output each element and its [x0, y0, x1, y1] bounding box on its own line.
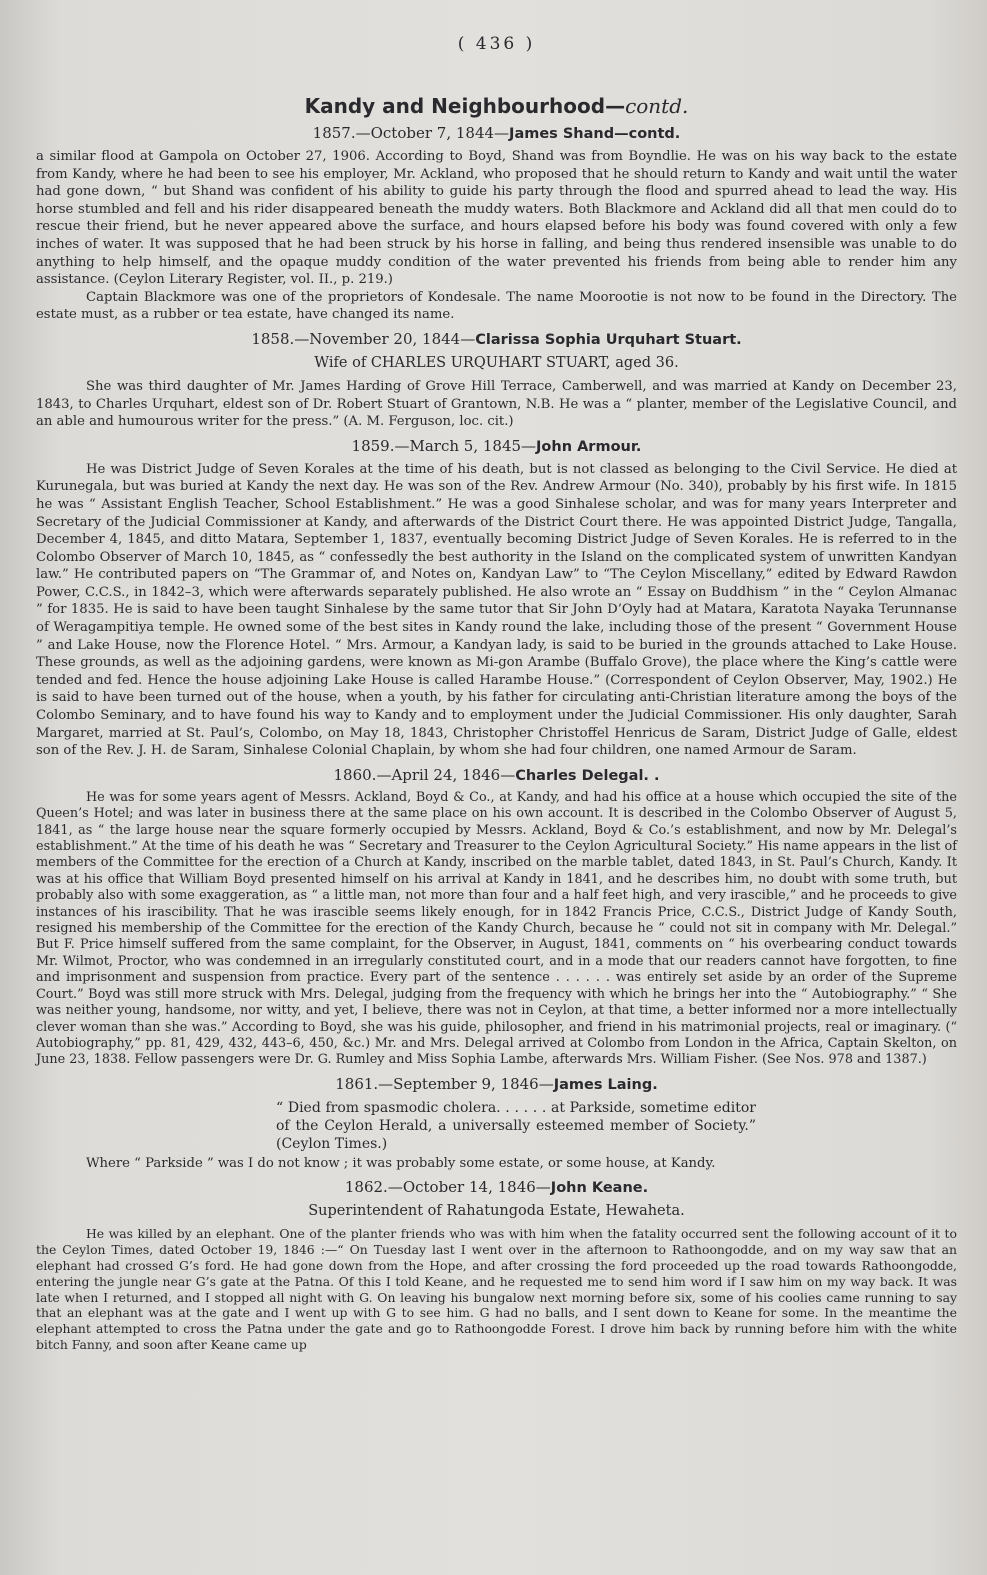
page-number: ( 436 )	[457, 34, 536, 54]
entry-heading-1857	[36, 124, 957, 144]
entry-heading-name: John Armour.	[536, 438, 642, 455]
entry-heading-name: James Shand—contd.	[509, 126, 681, 142]
entry-heading-prefix: 1858.—November 20, 1844—	[251, 329, 476, 348]
entry-sub-heading: Superintendent of Rahatungoda Estate, Hewaheta.	[308, 1203, 685, 1220]
entry-paragraph: Captain Blackmore was one of the proprietors of Kondesale. The name Moorootie is not now to be found in the Directory. The estate must, as a rubber or tea estate, have changed its name.	[36, 289, 957, 323]
entry-heading-name: Clarissa Sophia Urquhart Stuart.	[475, 331, 742, 348]
entry-sub-heading: Wife of CHARLES URQUHART STUART, aged 36.	[314, 354, 679, 371]
page-title-contd: contd.	[625, 94, 689, 118]
entry-paragraph: She was third daughter of Mr. James Harding of Grove Hill Terrace, Camberwell, and was married at Kandy on December 23, 1843, to Charles Urquhart, eldest son of Dr. Robert Stuart of Grantown, N.B. He was a “ planter, member of the Legislative Council, and an able and humourous writer for the press.” (A. M. Ferguson, loc. cit.)	[36, 378, 957, 430]
entry-heading-prefix: 1859.—March 5, 1845—	[351, 436, 537, 455]
page-title	[36, 94, 957, 118]
entry-heading-1858	[36, 330, 957, 350]
entry-paragraph: He was District Judge of Seven Korales at the time of his death, but is not classed as belonging to the Civil Service. He died at Kurunegala, but was buried at Kandy the next day. He was son of the Rev. Andrew Armour (No. 340), probably by his first wife. In 1815 he was “ Assistant English Teacher, School Establishment.” He was a good Sinhalese scholar, and was for many years Interpreter and Secretary of the Judicial Commissioner at Kandy, and afterwards of the District Court there. He was appointed District Judge, Tangalla, December 4, 1845, and ditto Matara, September 1, 1837, eventually becoming District Judge of Seven Korales. He is referred to in the Colombo Observer of March 10, 1845, as “ confessedly the best authority in the Island on the complicated system of unwritten Kandyan law.” He contributed papers on “The Grammar of, and Notes on, Kandyan Law” to “The Ceylon Miscellany,” edited by Edward Rawdon Power, C.C.S., in 1842–3, which were afterwards separately published. He also wrote an “ Essay on Buddhism ” in the “ Ceylon Almanac ” for 1835. He is said to have been taught Sinhalese by the same tutor that Sir John D’Oyly had at Matara, Karatota Nayaka Terunnanse of Weragampitiya temple. He owned some of the best sites in Kandy round the lake, including those of the present “ Government House ” and Lake House, now the Florence Hotel. “ Mrs. Armour, a Kandyan lady, is said to be buried in the grounds attached to Lake House. These grounds, as well as the adjoining gardens, were known as Mi-gon Arambe (Buffalo Grove), the place where the King’s cattle were tended and fed. Hence the house adjoining Lake House is called Harambe House.” (Correspondent of Ceylon Observer, May, 1902.) He is said to have been turned out of the house, when a youth, by his father for circulating anti-Christian literature among the boys of the Colombo Seminary, and to have found his way to Kandy and to employment under the Judicial Commissioner. His only daughter, Sarah Margaret, married at St. Paul’s, Colombo, on May 18, 1843, Christopher Christoffel Henricus de Saram, District Judge of Galle, eldest son of the Rev. J. H. de Saram, Sinhalese Colonial Chaplain, by whom she had four children, one named Armour de Saram.	[36, 461, 957, 759]
page-title-main: Kandy and Neighbourhood—	[304, 94, 626, 118]
entry-heading-prefix: 1860.—April 24, 1846—	[333, 765, 516, 784]
entry-heading-prefix: 1861.—September 9, 1846—	[335, 1074, 554, 1093]
entry-heading-name: James Laing.	[553, 1076, 658, 1093]
entry-heading-1861	[36, 1075, 957, 1095]
entry-heading-prefix: 1862.—October 14, 1846—	[344, 1178, 551, 1197]
entry-paragraph: He was for some years agent of Messrs. Ackland, Boyd & Co., at Kandy, and had his office at a house which occupied the site of the Queen’s Hotel; and was later in business there at the same place on his own account. It is described in the Colombo Observer of August 5, 1841, as “ the large house near the square formerly occupied by Messrs. Ackland, Boyd & Co.’s establishment, and now by Mr. Delegal’s establishment.” At the time of his death he was “ Secretary and Treasurer to the Ceylon Agricultural Society.” His name appears in the list of members of the Committee for the erection of a Church at Kandy, inscribed on the marble tablet, dated 1843, in St. Paul’s Church, Kandy. It was at his office that William Boyd presented himself on his arrival at Kandy in 1841, and he describes him, no doubt with some truth, but probably also with some exaggeration, as “ a little man, not more than four and a half feet high, and very irascible,” and he proceeds to give instances of his irascibility. That he was irascible seems likely enough, for in 1842 Francis Price, C.C.S., District Judge of Kandy South, resigned his membership of the Committee for the erection of the Kandy Church, because he “ could not sit in company with Mr. Delegal.” But F. Price himself suffered from the same complaint, for the Observer, in August, 1841, comments on “ his overbearing conduct towards Mr. Wilmot, Proctor, who was condemned in an irregularly constituted court, and in a mode that our readers cannot have forgotten, to fine and imprisonment and suspension from practice. Every part of the sentence . . . . . . was entirely set aside by an order of the Supreme Court.” Boyd was still more struck with Mrs. Delegal, judging from the frequency with which he brings her into the “ Autobiography.” “ She was neither young, handsome, nor witty, and yet, I believe, there was not in Ceylon, at that time, a better informed nor a more intellectually clever woman than she was.” According to Boyd, she was his guide, philosopher, and friend in his matrimonial projects, real or imaginary. (“ Autobiography,” pp. 81, 429, 432, 443–6, 450, &c.) Mr. and Mrs. Delegal arrived at Colombo from London in the Africa, Captain Skelton, on June 23, 1838. Fellow passengers were Dr. G. Rumley and Miss Sophia Lambe, afterwards Mrs. William Fisher. (See Nos. 978 and 1387.)	[36, 789, 957, 1068]
entry-heading-1859	[36, 437, 957, 457]
entry-heading-name: Charles Delegal. .	[515, 767, 660, 784]
entry-paragraph: Where “ Parkside ” was I do not know ; it was probably some estate, or some house, at Kandy.	[86, 1155, 716, 1171]
entry-heading-1860	[36, 766, 957, 786]
entry-paragraph: He was killed by an elephant. One of the planter friends who was with him when the fatality occurred sent the following account of it to the Ceylon Times, dated October 19, 1846 :—“ On Tuesday last I went over in the afternoon to Rathoongodde, and on my way saw that an elephant had crossed G’s ford. He had gone down from the Hope, and after crossing the ford proceeded up the road towards Rathoongodde, entering the jungle near G’s gate at the Patna. Of this I told Keane, and he requested me to send him word if I saw him on my way back. It was late when I returned, and I stopped all night with G. On leaving his bungalow next morning before six, some of his coolies came running to say that an elephant was at the gate and I went up with G to see him. G had no balls, and I sent down to Keane for some. In the meantime the elephant attempted to cross the Patna under the gate and go to Rathoongodde Forest. I drove him back by running before him with the white bitch Fanny, and soon after Keane came up	[36, 1226, 957, 1352]
entry-heading-name: John Keane.	[550, 1180, 649, 1197]
entry-heading-1862	[36, 1178, 957, 1198]
entry-quote: “ Died from spasmodic cholera. . . . . . at Parkside, sometime editor of the Ceylon Herald, a universally esteemed member of Society.” (Ceylon Times.)	[276, 1099, 756, 1152]
entry-paragraph: a similar flood at Gampola on October 27, 1906. According to Boyd, Shand was from Boyndlie. He was on his way back to the estate from Kandy, where he had been to see his employer, Mr. Ackland, who proposed that he should return to Kandy and wait until the water had gone down, “ but Shand was confident of his ability to guide his party through the flood and spurred ahead to lead the way. His horse stumbled and fell and his rider disappeared beneath the muddy waters. Both Blackmore and Ackland did all that men could do to rescue their friend, but he never appeared above the surface, and hours elapsed before his body was found covered with only a few inches of water. It was supposed that he had been struck by his horse in falling, and being thus rendered insensible was unable to do anything to help himself, and the opaque muddy condition of the water prevented his friends from being able to render him any assistance. (Ceylon Literary Register, vol. II., p. 219.)	[36, 149, 957, 288]
entry-heading-prefix: 1857.—October 7, 1844—	[312, 124, 510, 142]
